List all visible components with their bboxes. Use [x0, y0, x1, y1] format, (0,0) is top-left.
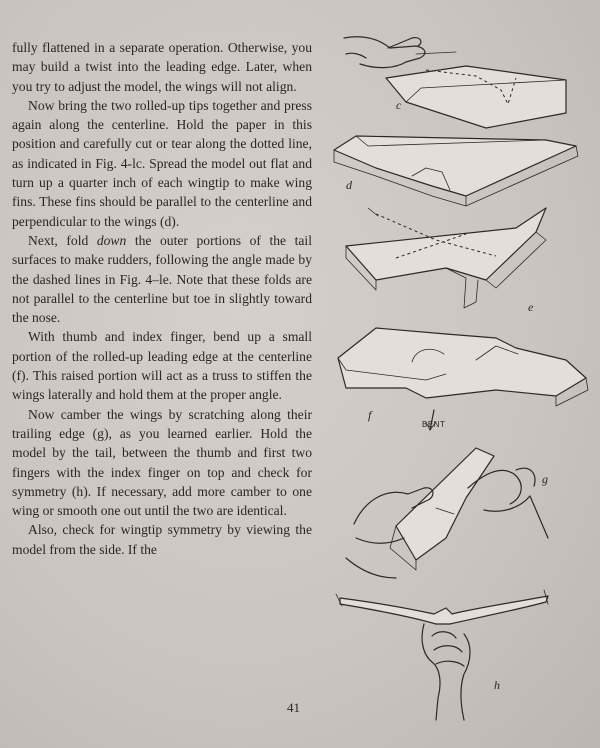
figure-label-h: h — [494, 678, 500, 692]
paragraph-2: Now bring the two rolled-up tips together and press again along the centerline. Hold the paper in this position and carefully cut or tear along the dotted line, as indicated in Fig. 4-lc. Spread the model out flat and turn up a quarter inch of each wingtip to make wing fins. These fins should be parallel to the centerline and perpendicular to the wings (d). — [12, 97, 312, 229]
illustration-drawings — [316, 18, 600, 728]
figure-label-d: d — [346, 178, 352, 192]
bent-label: BENT — [422, 420, 446, 429]
paragraph-3-end: the outer portions of the tail surfaces to make rudders, following the angle made by the dashed lines in Fig. 4–le. Note that these folds are not parallel to the centerline but toe in slightly toward the nose. — [12, 232, 312, 326]
paragraph-3-emphasis: down — [96, 232, 127, 248]
figure-label-c: c — [396, 98, 402, 112]
body-text — [12, 38, 312, 559]
paragraph-5: Now camber the wings by scratching along their trailing edge (g), as you learned earlier. Hold the model by the tail, between the thumb and first two fingers with the index finger on top and check for symmetry (h). If necessary, add more camber to one wing or smooth one out until the two are identical. — [12, 406, 312, 519]
paragraph-4: With thumb and index finger, bend up a small portion of the rolled-up leading edge at the centerline (f). This raised portion will act as a truss to stiffen the wings laterally and hold them at the proper angle. — [12, 329, 312, 403]
page-number: 41 — [287, 700, 300, 715]
figure-label-g: g — [542, 472, 548, 486]
paragraph-3 — [12, 231, 312, 327]
figure-d-drawing — [334, 136, 578, 206]
figure-column — [316, 18, 600, 728]
paragraph-1: fully flattened in a separate operation. Otherwise, you may build a twist into the leading edge. Later, when you try to adjust the model, the wings will not align. — [12, 40, 312, 94]
figure-e-drawing — [346, 208, 546, 308]
figure-label-e: e — [528, 300, 534, 314]
paragraph-3-start: Next, fold — [28, 232, 97, 248]
figure-f-drawing — [338, 328, 588, 430]
figure-c-drawing — [344, 37, 566, 128]
paragraph-6: Also, check for wingtip symmetry by viewing the model from the side. If the — [12, 522, 312, 557]
figure-label-f: f — [368, 408, 372, 422]
figure-h-drawing — [336, 590, 548, 720]
figure-g-drawing — [346, 448, 548, 578]
